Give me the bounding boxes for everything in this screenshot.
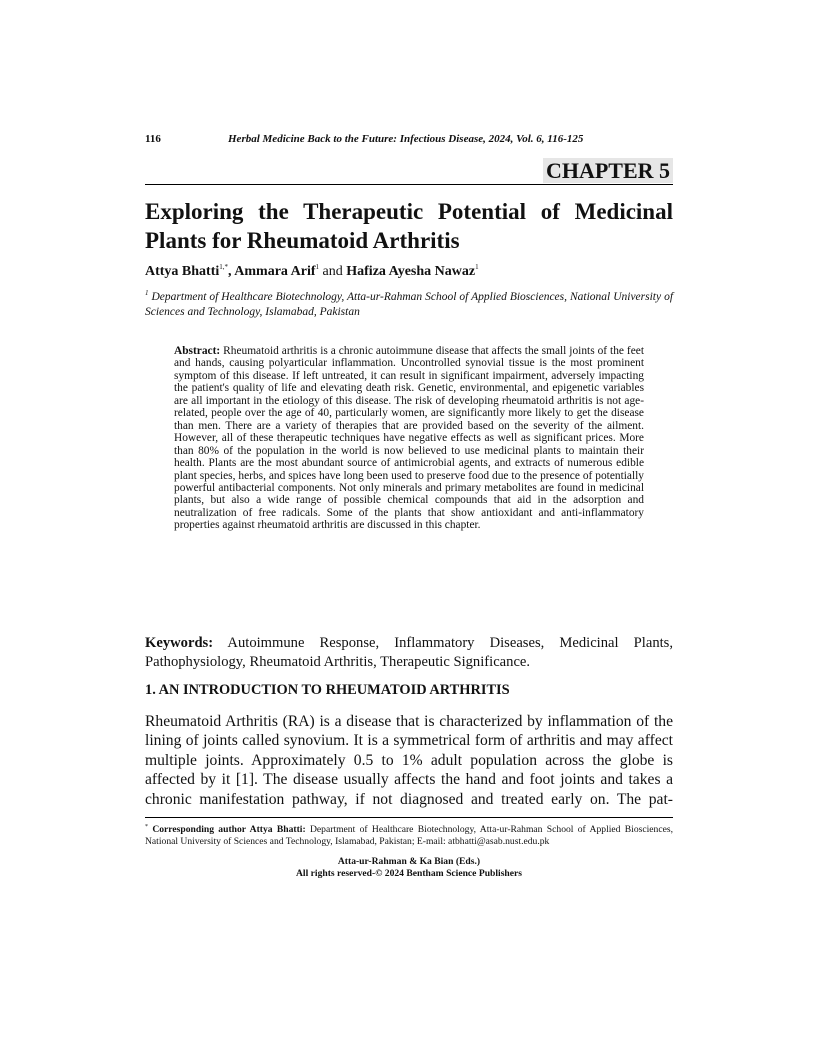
keywords-label: Keywords: [145,635,214,651]
author-separator: and [319,264,347,279]
affiliation-mark: 1 [145,289,149,297]
footer-editors: Atta-ur-Rahman & Ka Bian (Eds.) [337,856,481,867]
footnote-text: Department of Healthcare Biotechnology, Atta-ur-Rahman School of Applied Biosciences, National University of Sciences and Technology, Islamabad, Pakistan; E-mail: atbhatti@asab.nust.edu.pk [145,824,673,847]
page-number: 116 [145,133,161,145]
body-paragraph: Rheumatoid Arthritis (RA) is a disease that is characterized by inflammation of the lining of joints called synovium. It is a symmetrical form of arthritis and may affect multiple joints. Approximately 0.5 to 1% adult population across the globe is affected by it [1]. The disease usually affects the hand and foot joints and takes a chronic manifestation pathway, if not diagnosed and treated early on. The pat- [145,713,673,808]
running-head: Herbal Medicine Back to the Future: Infectious Disease, 2024, Vol. 6, 116-125 [228,133,584,145]
author-name: Attya Bhatti [145,264,220,279]
footnote [145,821,673,848]
footnote-label: Corresponding author Attya Bhatti: [152,824,306,835]
footer-rights: All rights reserved-© 2024 Bentham Science Publishers [295,868,523,879]
abstract [174,345,644,532]
author-name: Ammara Arif [234,264,316,279]
footnote-mark: * [145,824,148,830]
abstract-label: Abstract: [174,345,221,357]
author-name: Hafiza Ayesha Nawaz [346,264,476,279]
keywords-text: Autoimmune Response, Inflammatory Diseases, Medicinal Plants, Pathophysiology, Rheumatoid Arthritis, Therapeutic Significance. [145,635,674,670]
chapter-label: CHAPTER 5 [543,158,673,183]
page-footer [145,856,673,880]
abstract-text: Rheumatoid arthritis is a chronic autoimmune disease that affects the small joints of the feet and hands, causing polyarticular inflammation. Uncontrolled synovial tissue is the most prominent symptom of this disease. If left untreated, it can result in significant impairment, adversely impacting the patient's quality of life and elevating death risk. Genetic, environmental, and epigenetic variables are all important in the etiology of this disease. The risk of developing rheumatoid arthritis is not age-related, people over the age of 40, particularly women, are significantly more likely to get the disease than men. There are a variety of therapies that are provided based on the severity of the ailment. However, all of these therapeutic techniques have negative effects as well as significant prices. More than 80% of the population in the world is now believed to use medicinal plants to maintain their health. Plants are the most abundant source of antimicrobial agents, and extracts of numerous edible plant species, herbs, and spices have long been used to preserve food due to the presence of potentially powerful antibacterial components. Not only minerals and primary metabolites are found in medicinal plants, but also a wide range of possible chemical compounds that aid in the adsorption and neutralization of free radicals. Some of the plants that show antioxidant and anti-inflammatory properties against rheumatoid arthritis are discussed in this chapter. [174,345,644,532]
footnote-divider [145,817,673,818]
chapter-title: Exploring the Therapeutic Potential of Medicinal Plants for Rheumatoid Arthritis [145,199,673,253]
author-separator: , [228,264,235,279]
page-header [145,133,673,149]
author-list [145,263,479,280]
section-heading: 1. AN INTRODUCTION TO RHEUMATOID ARTHRITIS [145,682,510,698]
author-affiliation-mark: 1 [315,263,320,271]
chapter-banner [145,158,673,185]
keywords [145,634,673,672]
affiliation [145,286,673,320]
affiliation-text: Department of Healthcare Biotechnology, Atta-ur-Rahman School of Applied Biosciences, National University of Sciences and Technology, Islamabad, Pakistan [145,291,674,318]
author-affiliation-mark: 1 [475,263,479,271]
author-affiliation-mark: 1,* [219,263,229,271]
